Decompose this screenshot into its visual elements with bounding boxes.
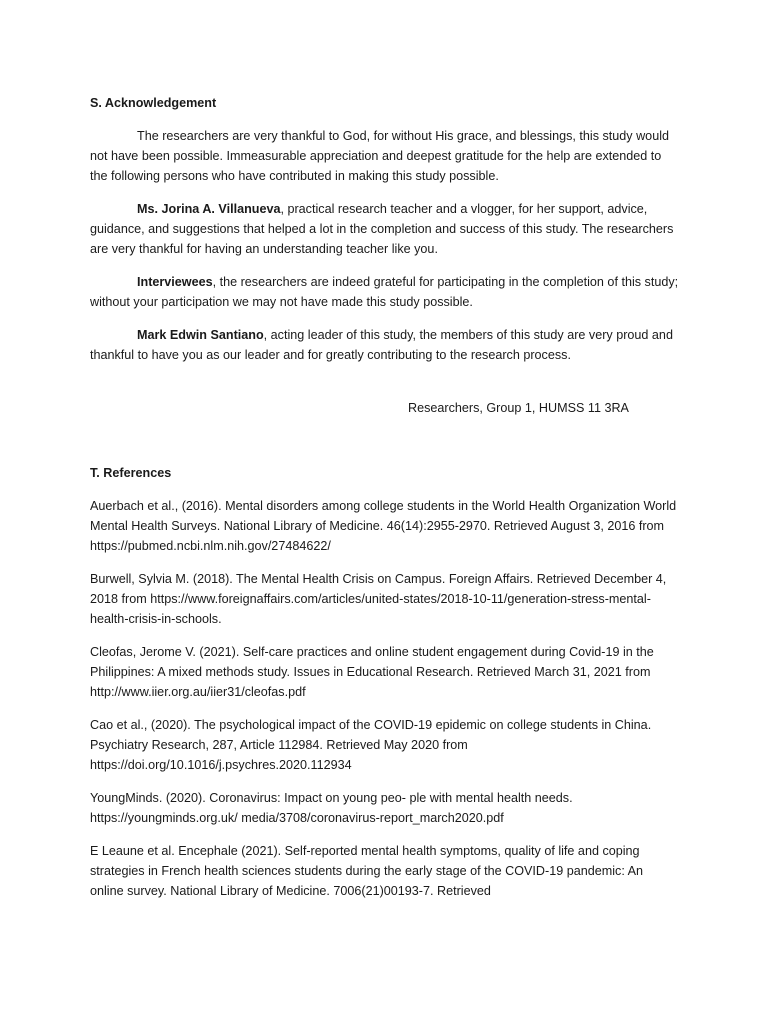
acknowledgement-item-text: , acting leader of this study, the members of this study are very proud and thankful to have you as our leader and for greatly contributing to the research process. <box>90 328 673 362</box>
acknowledgement-item <box>90 325 680 365</box>
acknowledgement-heading: S. Acknowledgement <box>90 96 217 110</box>
references-heading: T. References <box>90 466 172 480</box>
reference-entry: Cleofas, Jerome V. (2021). Self-care practices and online student engagement during Covid-19 in the Philippines: A mixed methods study. Issues in Educational Research. Retrieved March 31, 2021 from http://www.iier.org.au/iier31/cleofas.pdf <box>90 645 654 699</box>
acknowledgement-item-text: , practical research teacher and a vlogger, for her support, advice, guidance, and suggestions that helped a lot in the completion and success of this study. The researchers are very thankful for having an understanding teacher like you. <box>90 202 674 256</box>
acknowledgement-intro: The researchers are very thankful to God, for without His grace, and blessings, this study would not have been possible. Immeasurable appreciation and deepest gratitude for the help are extended to the following persons who have contributed in making this study possible. <box>90 129 669 183</box>
acknowledgement-item <box>90 199 680 259</box>
reference-entry: Burwell, Sylvia M. (2018). The Mental Health Crisis on Campus. Foreign Affairs. Retrieved December 4, 2018 from https://www.foreignaffairs.com/articles/united-states/2018-10-11/generation-stress-mental-health-crisis-in-schools. <box>90 572 667 626</box>
reference-entry: E Leaune et al. Encephale (2021). Self-reported mental health symptoms, quality of life and coping strategies in French health sciences students during the early stage of the COVID-19 pandemic: An online survey. National Library of Medicine. 7006(21)00193-7. Retrieved <box>90 844 644 898</box>
document-body <box>90 93 680 914</box>
reference-entry: Auerbach et al., (2016). Mental disorders among college students in the World Health Organization World Mental Health Surveys. National Library of Medicine. 46(14):2955-2970. Retrieved August 3, 2016 from https://pubmed.ncbi.nlm.nih.gov/27484622/ <box>90 499 677 553</box>
reference-entry: Cao et al., (2020). The psychological impact of the COVID-19 epidemic on college students in China. Psychiatry Research, 287, Article 112984. Retrieved May 2020 from https://doi.org/10.1016/j.psychres.2020.112934 <box>90 718 652 772</box>
acknowledgement-person-name: Ms. Jorina A. Villanueva <box>137 202 281 216</box>
reference-entry: YoungMinds. (2020). Coronavirus: Impact on young peo- ple with mental health needs. https://youngminds.org.uk/ media/3708/coronavirus-report_march2020.pdf <box>90 791 573 825</box>
acknowledgement-person-name: Mark Edwin Santiano <box>137 328 264 342</box>
acknowledgement-signature: Researchers, Group 1, HUMSS 11 3RA <box>408 401 629 415</box>
acknowledgement-item <box>90 272 680 312</box>
acknowledgement-item-text: , the researchers are indeed grateful for participating in the completion of this study; without your participation we may not have made this study possible. <box>90 275 679 309</box>
acknowledgement-person-name: Interviewees <box>137 275 213 289</box>
